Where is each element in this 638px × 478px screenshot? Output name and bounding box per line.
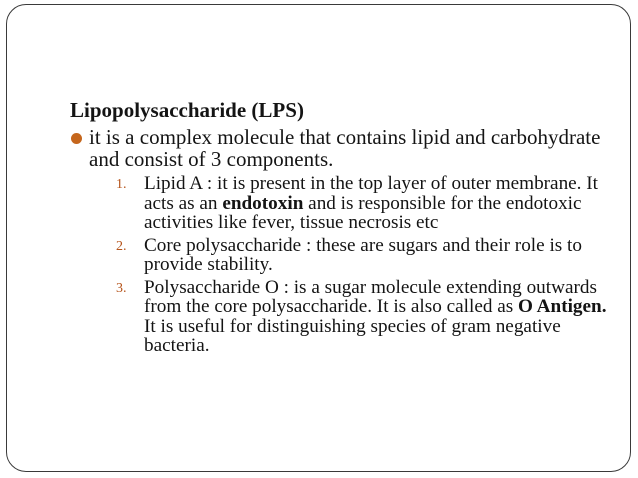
slide-content — [70, 98, 615, 359]
list-item-polysaccharide-o — [89, 278, 615, 356]
list-item-text: and is responsible for the endotoxic activities like fever, tissue necrosis etc — [144, 192, 582, 233]
bullet-text: it is a complex molecule that contains lipid and carbohydrate and consist of 3 components. — [89, 125, 601, 171]
list-item-core-polysaccharide — [89, 236, 615, 275]
list-number: 2. — [116, 238, 127, 254]
slide-heading: Lipopolysaccharide (LPS) — [70, 98, 304, 122]
list-item-text: Lipid A : it is present in the top layer of outer membrane. It acts as an — [144, 173, 598, 214]
list-item-text: Polysaccharide O : is a sugar molecule extending outwards from the core polysaccharide. It is also called as — [144, 276, 597, 317]
bullet-item — [70, 126, 615, 356]
endotoxin-term: endotoxin — [222, 192, 304, 214]
bullet-dot-icon — [71, 133, 82, 144]
list-item-text: It is useful for distinguishing species of gram negative bacteria. — [144, 315, 561, 356]
list-item-lipid-a — [89, 174, 615, 233]
list-number: 1. — [116, 177, 127, 192]
o-antigen-term: O Antigen. — [518, 296, 607, 317]
list-number: 3. — [116, 280, 127, 296]
list-item-text: Core polysaccharide : these are sugars and their role is to provide stability. — [144, 234, 582, 275]
numbered-list — [89, 174, 615, 356]
